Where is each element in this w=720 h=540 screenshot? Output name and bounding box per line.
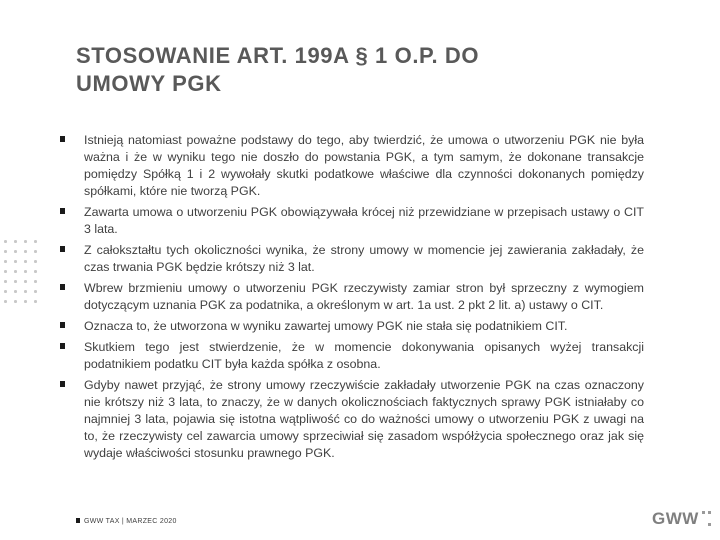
- decorative-dot: [4, 300, 7, 303]
- decorative-dot: [14, 300, 17, 303]
- decorative-dot: [4, 260, 7, 263]
- decorative-dot: [24, 250, 27, 253]
- decorative-dot: [24, 270, 27, 273]
- decorative-dot: [4, 280, 7, 283]
- logo-dots-icon: [702, 511, 716, 531]
- bullet-item: [58, 242, 644, 276]
- decorative-dot: [34, 300, 37, 303]
- decorative-dot: [34, 240, 37, 243]
- bullet-item: [58, 377, 644, 462]
- slide-title-line-2: UMOWY PGK: [76, 71, 222, 96]
- square-bullet-icon: [60, 284, 65, 290]
- slide-title: [76, 42, 636, 98]
- decorative-dot: [34, 260, 37, 263]
- decorative-dot: [24, 290, 27, 293]
- logo-text: GWW: [652, 509, 699, 528]
- slide-title-line-1: STOSOWANIE ART. 199A § 1 O.P. DO: [76, 43, 480, 68]
- square-bullet-icon: [60, 343, 65, 349]
- bullet-text: Oznacza to, że utworzona w wyniku zawartej umowy PGK nie stała się podatnikiem CIT.: [84, 319, 568, 333]
- decorative-dot: [24, 240, 27, 243]
- square-bullet-icon: [60, 246, 65, 252]
- decorative-dot: [4, 270, 7, 273]
- bullet-text: Wbrew brzmieniu umowy o utworzeniu PGK rzeczywisty zamiar stron był sprzeczny z wymogiem dotyczącym uznania PGK za podatnika, a określonym w art. 1a ust. 2 pkt 2 lit. a) ustawy o CIT.: [84, 281, 644, 312]
- decorative-dot: [24, 300, 27, 303]
- decorative-dot: [24, 260, 27, 263]
- decorative-dot: [34, 280, 37, 283]
- decorative-dot: [34, 250, 37, 253]
- footer: [84, 518, 177, 525]
- bullet-item: [58, 132, 644, 200]
- bullet-item: [58, 318, 644, 335]
- decorative-dot: [24, 280, 27, 283]
- square-bullet-icon: [60, 322, 65, 328]
- decorative-dot: [4, 240, 7, 243]
- bullet-text: Z całokształtu tych okoliczności wynika, że strony umowy w momencie jej zawierania zakładały, że czas trwania PGK będzie krótszy niż 3 lat.: [84, 243, 644, 274]
- decorative-dot: [14, 290, 17, 293]
- decorative-dot: [4, 290, 7, 293]
- bullet-text: Skutkiem tego jest stwierdzenie, że w momencie dokonywania opisanych wyżej transakcji podatnikiem podatku CIT była każda spółka z osobna.: [84, 340, 644, 371]
- square-bullet-icon: [76, 518, 80, 523]
- bullet-text: Gdyby nawet przyjąć, że strony umowy rzeczywiście zakładały utworzenie PGK na czas oznaczony nie krótszy niż 3 lata, to znaczy, że w danych okolicznościach faktycznych sprawy PGK istniałaby co najmniej 3 lata, pojawia się istotna wątpliwość co do ważności umowy o utworzeniu PGK z uwagi na to, że rzeczywisty cel zawarcia umowy sprzeciwiał się zasadom współżycia społecznego oraz jak się wydaje właściwości stosunku prawnego PGK.: [84, 378, 644, 460]
- decorative-dot: [14, 250, 17, 253]
- decorative-dot: [14, 280, 17, 283]
- decorative-dot: [34, 270, 37, 273]
- decorative-dot-grid: [4, 240, 44, 310]
- bullet-text: Zawarta umowa o utworzeniu PGK obowiązywała krócej niż przewidziane w przepisach ustawy o CIT 3 lata.: [84, 205, 644, 236]
- square-bullet-icon: [60, 136, 65, 142]
- square-bullet-icon: [60, 381, 65, 387]
- square-bullet-icon: [60, 208, 65, 214]
- footer-text: GWW TAX | MARZEC 2020: [84, 518, 177, 525]
- decorative-dot: [14, 270, 17, 273]
- bullet-text: Istnieją natomiast poważne podstawy do tego, aby twierdzić, że umowa o utworzeniu PGK nie była ważna i że w wyniku tego nie doszło do powstania PGK, a tym samym, że dokonane transakcje pomiędzy Spółką 1 i 2 wywołały skutki podatkowe właściwe dla czynności dokonanych pomiędzy spółkami, które nie tworzą PGK.: [84, 133, 644, 198]
- decorative-dot: [34, 290, 37, 293]
- decorative-dot: [14, 240, 17, 243]
- bullet-list: [58, 132, 644, 466]
- decorative-dot: [4, 250, 7, 253]
- bullet-item: [58, 204, 644, 238]
- bullet-item: [58, 339, 644, 373]
- bullet-item: [58, 280, 644, 314]
- decorative-dot: [14, 260, 17, 263]
